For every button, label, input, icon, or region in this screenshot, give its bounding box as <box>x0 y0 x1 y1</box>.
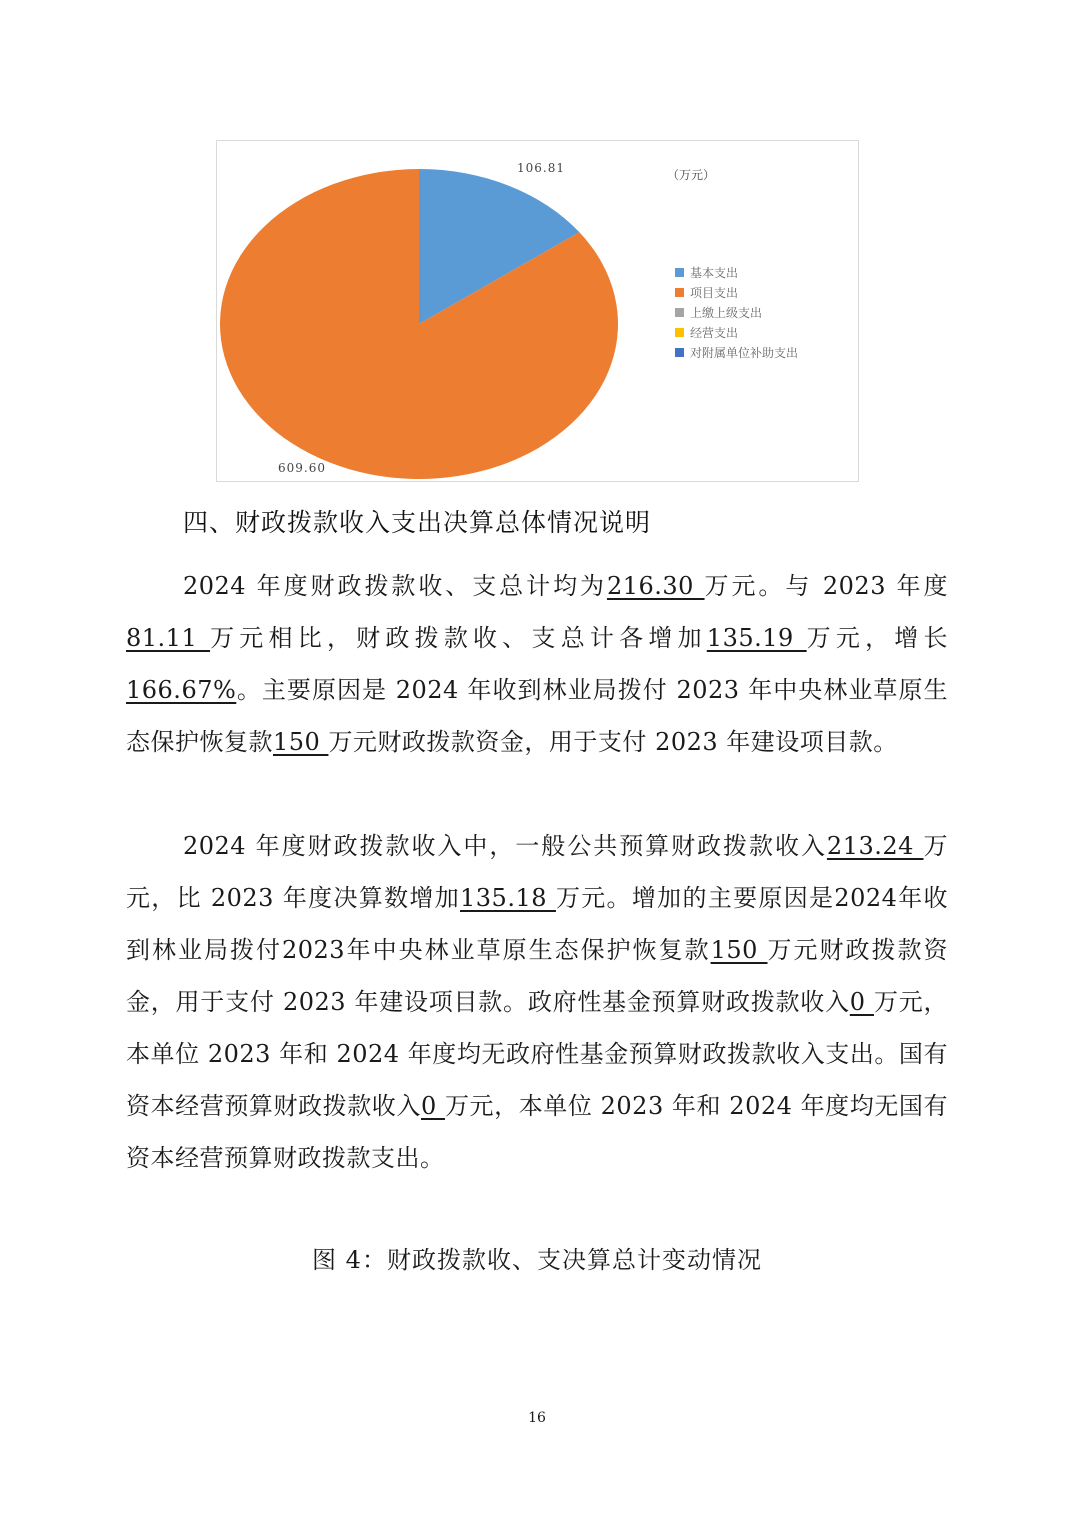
legend-label: 对附属单位补助支出 <box>690 345 799 360</box>
text: 2024 年度财政拨款收入中，一般公共预算财政拨款收入 <box>183 832 827 860</box>
text: 万元，比 2023 年度决算数增加 <box>126 832 948 912</box>
legend-swatch <box>675 308 684 317</box>
value-general-budget: 213.24 <box>826 832 924 860</box>
value-funds: 150 <box>710 936 768 964</box>
text: 万元。增加的主要原因是2024年收到林业局拨付2023年中央林业草原生态保护恢复款 <box>126 884 948 964</box>
legend-label: 基本支出 <box>690 265 739 280</box>
value-gov-fund: 0 <box>849 988 874 1016</box>
text: 2024 年度财政拨款收、支总计均为 <box>183 572 607 600</box>
paragraph-total <box>126 560 948 768</box>
legend-swatch <box>675 268 684 277</box>
legend-label: 上缴上级支出 <box>690 305 763 320</box>
text: 万元相比，财政拨款收、支总计各增加 <box>210 624 707 652</box>
legend-label: 经营支出 <box>690 325 739 340</box>
text: 万元，本单位 2023 年和 2024 年度均无国有资本经营预算财政拨款支出。 <box>126 1092 948 1172</box>
legend-label: 项目支出 <box>690 285 739 300</box>
text: 。主要原因是 2024 年收到林业局拨付 2023 年中央林业草原生态保护恢复款 <box>126 676 948 756</box>
value-total-2023: 81.11 <box>126 624 211 652</box>
text: 万元，本单位 2023 年和 2024 年度均无政府性基金预算财政拨款收入支出。国有资本经营预算财政拨款收入 <box>126 988 949 1120</box>
data-label-project: 609.60 <box>278 461 326 475</box>
legend-item <box>675 322 798 342</box>
value-general-increase: 135.18 <box>460 884 556 912</box>
unit-label: （万元） <box>667 168 716 182</box>
legend-item <box>675 262 798 282</box>
data-label-basic: 106.81 <box>517 161 565 175</box>
value-state-capital: 0 <box>420 1092 445 1120</box>
value-increase: 135.19 <box>706 624 807 652</box>
figure-caption: 图 4：财政拨款收、支决算总计变动情况 <box>312 1246 762 1274</box>
text: 万元。与 2023 年度 <box>704 572 948 600</box>
pie-chart <box>216 140 859 482</box>
paragraph-income <box>126 820 948 1184</box>
legend-swatch <box>675 288 684 297</box>
text: 万元，增长 <box>806 624 949 652</box>
legend-swatch <box>675 348 684 357</box>
legend <box>675 262 798 362</box>
legend-item <box>675 342 798 362</box>
legend-item <box>675 302 798 322</box>
legend-item <box>675 282 798 302</box>
page-number: 16 <box>528 1410 546 1426</box>
legend-swatch <box>675 328 684 337</box>
value-total-2024: 216.30 <box>606 572 705 600</box>
text: 万元财政拨款资金，用于支付 2023 年建设项目款。政府性基金预算财政拨款收入 <box>126 936 949 1016</box>
text: 万元财政拨款资金，用于支付 2023 年建设项目款。 <box>328 728 898 756</box>
value-growth-rate: 166.67% <box>126 676 237 704</box>
section-heading: 四、财政拨款收入支出决算总体情况说明 <box>183 508 652 537</box>
value-funds: 150 <box>273 728 329 756</box>
